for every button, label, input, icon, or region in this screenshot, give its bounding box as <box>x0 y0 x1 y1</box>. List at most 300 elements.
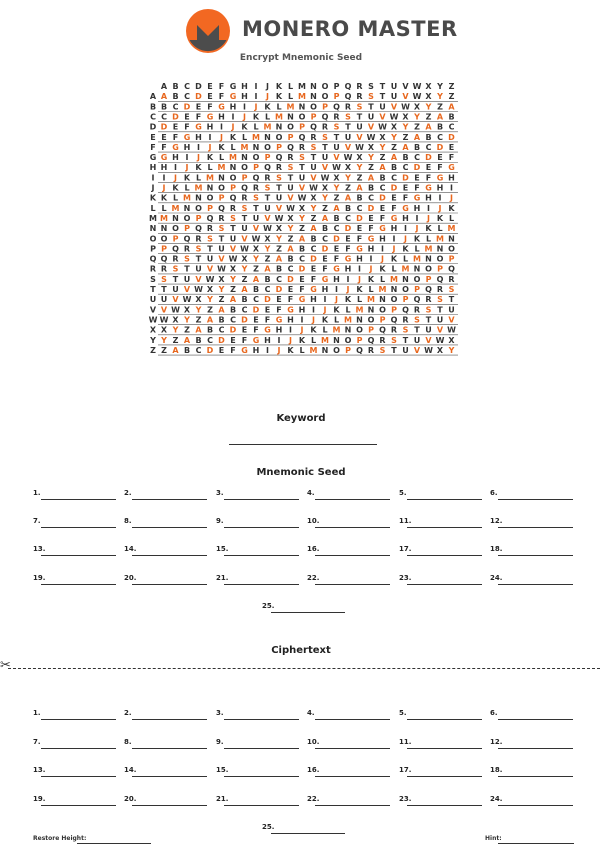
tabula-cell: D <box>195 92 202 102</box>
field-number: 15. <box>216 545 229 553</box>
tabula-cell: A <box>264 264 271 274</box>
tabula-cell: P <box>402 295 409 305</box>
field-number: 7. <box>33 517 41 525</box>
tabula-cell: H <box>287 315 294 325</box>
tabula-cell: V <box>229 244 237 254</box>
tabula-cell: D <box>367 203 375 213</box>
tabula-cell: U <box>448 305 455 315</box>
tabula-cell: X <box>264 234 271 244</box>
field-line <box>498 584 573 585</box>
tabula-cell: B <box>206 325 214 335</box>
tabula-cell: O <box>229 173 237 183</box>
tabula-cell: C <box>195 345 202 355</box>
tabula-column-header: U <box>390 82 398 91</box>
tabula-column-header: I <box>254 82 258 91</box>
tabula-cell: X <box>321 183 329 193</box>
tabula-cell: T <box>322 142 328 152</box>
tabula-cell: J <box>220 132 223 142</box>
tabula-cell: Z <box>448 92 455 102</box>
tabula-cell: I <box>277 335 281 345</box>
tabula-cell: M <box>309 345 318 355</box>
tabula-cell: A <box>390 153 398 163</box>
tabula-cell: E <box>356 224 363 234</box>
tabula-cell: M <box>401 264 410 274</box>
tabula-cell: Y <box>437 92 443 102</box>
tabula-cell: M <box>263 122 272 132</box>
tabula-cell: Y <box>425 102 432 112</box>
tabula-column-header: E <box>207 82 213 91</box>
tabula-cell: W <box>447 325 456 335</box>
restore-height-line[interactable] <box>77 843 151 844</box>
tabula-cell: B <box>333 213 340 223</box>
tabula-cell: Z <box>230 285 236 294</box>
tabula-cell: P <box>207 203 213 213</box>
tabula-column-header: N <box>310 82 317 91</box>
tabula-cell: T <box>161 285 167 294</box>
tabula-cell: S <box>161 274 167 284</box>
tabula-cell: Q <box>333 102 340 112</box>
tabula-cell: C <box>207 335 213 345</box>
tabula-cell: K <box>252 112 260 122</box>
field-line <box>407 527 482 528</box>
tabula-cell: W <box>320 173 330 183</box>
tabula-cell: H <box>195 132 202 142</box>
tabula-cell: D <box>264 295 271 305</box>
field-number: 20. <box>124 795 137 803</box>
tabula-cell: E <box>172 122 179 132</box>
tabula-cell: P <box>437 264 443 274</box>
tabula-cell: A <box>206 315 214 325</box>
tabula-cell: L <box>230 142 236 152</box>
tabula-cell: Z <box>264 254 271 264</box>
tabula-cell: K <box>287 345 294 355</box>
tabula-cell: W <box>217 264 226 274</box>
tabula-column-header: A <box>160 82 168 91</box>
tabula-cell: T <box>287 173 294 183</box>
field-line <box>41 584 116 585</box>
tabula-cell: K <box>298 335 306 345</box>
tabula-cell: Z <box>402 132 409 142</box>
tabula-cell: L <box>391 264 397 274</box>
tabula-cell: Y <box>161 335 167 345</box>
tabula-cell: D <box>241 315 248 325</box>
tabula-cell: L <box>368 285 374 294</box>
tabula-cell: H <box>229 102 237 112</box>
tabula-cell: Y <box>402 122 409 132</box>
field-number: 14. <box>124 766 137 774</box>
tabula-cell: P <box>333 92 340 102</box>
tabula-cell: U <box>160 295 168 305</box>
tabula-cell: E <box>333 244 340 254</box>
tabula-cell: A <box>287 244 294 254</box>
tabula-cell: S <box>184 254 190 264</box>
tabula-cell: M <box>240 142 249 152</box>
tabula-cell: Z <box>310 213 317 223</box>
tabula-cell: S <box>414 315 420 325</box>
field-line <box>41 527 116 528</box>
tabula-cell: K <box>321 315 329 325</box>
tabula-cell: X <box>229 264 237 274</box>
tabula-cell: E <box>253 315 259 325</box>
tabula-row-header: F <box>150 142 156 152</box>
tabula-row-header: U <box>149 295 157 305</box>
tabula-cell: X <box>252 244 260 254</box>
tabula-cell: R <box>448 274 455 284</box>
tabula-cell: O <box>275 132 283 142</box>
tabula-cell: O <box>344 335 352 345</box>
field-number: 15. <box>216 766 229 774</box>
tabula-cell: J <box>438 203 442 213</box>
tabula-cell: R <box>436 285 444 294</box>
tabula-cell: Z <box>414 122 420 132</box>
tabula-cell: T <box>184 264 190 274</box>
tabula-cell: V <box>160 305 168 315</box>
tabula-cell: R <box>367 345 375 355</box>
tabula-cell: D <box>229 325 237 335</box>
field-line <box>498 776 573 777</box>
tabula-cell: O <box>218 183 225 193</box>
tabula-cell: P <box>368 325 374 335</box>
tabula-cell: K <box>425 224 432 234</box>
tabula-cell: I <box>392 234 396 244</box>
tabula-cell: H <box>275 325 283 335</box>
tabula-cell: M <box>160 213 168 223</box>
tabula-cell: E <box>402 183 409 193</box>
tabula-cell: D <box>206 345 214 355</box>
tabula-cell: Y <box>310 203 317 213</box>
tabula-cell: J <box>277 345 281 355</box>
tabula-cell: V <box>172 295 179 305</box>
tabula-cell: V <box>252 224 260 234</box>
tabula-row-header: T <box>150 285 156 294</box>
tabula-cell: Q <box>287 142 294 152</box>
tabula-cell: J <box>162 183 166 193</box>
tabula-cell: O <box>287 122 294 132</box>
tabula-cell: Z <box>299 224 305 234</box>
tabula-cell: H <box>344 264 352 274</box>
tabula-cell: H <box>413 203 421 213</box>
tabula-cell: G <box>229 92 237 102</box>
tabula-cell: Q <box>264 163 271 173</box>
tabula-cell: F <box>287 295 294 305</box>
tabula-cell: D <box>275 285 283 294</box>
tabula-row-header: B <box>149 102 157 112</box>
tabula-cell: G <box>160 153 168 163</box>
tabula-cell: K <box>275 92 283 102</box>
tabula-cell: Y <box>345 173 351 183</box>
tabula-cell: B <box>402 153 409 163</box>
tabula-cell: J <box>358 274 361 284</box>
tabula-cell: M <box>436 234 444 244</box>
field-line <box>498 748 573 749</box>
tabula-cell: H <box>356 254 363 264</box>
tabula-cell: D <box>310 254 317 264</box>
tabula-cell: R <box>379 335 386 345</box>
tabula-cell: K <box>172 183 179 193</box>
tabula-cell: I <box>266 345 269 355</box>
tabula-cell: A <box>275 254 283 264</box>
field-line <box>224 527 299 528</box>
tabula-cell: I <box>335 285 338 294</box>
tabula-cell: P <box>184 224 190 234</box>
tabula-row-header: I <box>151 173 155 183</box>
tabula-cell: R <box>229 203 237 213</box>
tabula-cell: J <box>266 92 269 102</box>
tabula-cell: N <box>310 92 317 102</box>
tabula-row-header: W <box>148 315 158 325</box>
tabula-cell: O <box>448 244 455 254</box>
tabula-cell: A <box>436 112 444 122</box>
tabula-cell: R <box>218 213 225 223</box>
field-line <box>224 776 299 777</box>
tabula-cell: A <box>183 335 191 345</box>
tabula-cell: J <box>450 193 453 203</box>
tabula-cell: T <box>425 315 432 325</box>
tabula-column-header: F <box>218 82 225 91</box>
tabula-cell: W <box>297 193 307 203</box>
tabula-cell: T <box>448 295 455 305</box>
tabula-cell: V <box>344 142 352 152</box>
tabula-cell: D <box>298 264 306 274</box>
tabula-cell: Y <box>368 153 374 163</box>
tabula-cell: S <box>172 264 179 274</box>
tabula-cell: G <box>390 213 398 223</box>
tabula-cell: W <box>309 183 318 193</box>
tabula-cell: S <box>299 153 305 163</box>
tabula-cell: M <box>321 335 329 345</box>
tabula-cell: R <box>195 234 202 244</box>
tabula-cell: V <box>321 163 329 173</box>
tabula-cell: G <box>448 163 455 173</box>
tabula-cell: T <box>368 102 374 112</box>
tabula-cell: J <box>404 234 407 244</box>
tabula-cell: X <box>241 254 248 264</box>
tabula-cell: U <box>425 325 432 335</box>
tabula-cell: N <box>218 173 225 183</box>
tabula-cell: R <box>206 224 214 234</box>
field-number: 18. <box>490 545 503 553</box>
tabula-cell: F <box>414 183 420 193</box>
tabula-cell: R <box>172 254 179 264</box>
tabula-cell: Q <box>298 132 306 142</box>
tabula-cell: X <box>218 274 225 284</box>
tabula-cell: R <box>264 173 271 183</box>
tabula-cell: C <box>414 153 420 163</box>
field-line <box>271 833 345 834</box>
tabula-cell: Z <box>184 325 190 335</box>
tabula-cell: N <box>241 153 248 163</box>
tabula-cell: A <box>356 183 363 193</box>
tabula-cell: T <box>391 345 397 355</box>
field-number: 4. <box>307 709 315 717</box>
tabula-column-header: Z <box>448 82 455 91</box>
tabula-cell: Z <box>425 112 432 122</box>
tabula-cell: N <box>287 112 294 122</box>
tabula-cell: H <box>160 163 168 173</box>
tabula-cell: P <box>391 305 397 315</box>
tabula-cell: E <box>345 234 351 244</box>
tabula-cell: S <box>379 345 386 355</box>
tabula-cell: L <box>299 345 305 355</box>
tabula-cell: Y <box>184 315 190 325</box>
tabula-cell: D <box>448 132 455 142</box>
field-number: 21. <box>216 795 229 803</box>
tabula-cell: G <box>321 274 329 284</box>
tabula-cell: X <box>287 213 294 223</box>
field-number: 23. <box>399 574 412 582</box>
tabula-cell: U <box>172 285 179 294</box>
tabula-cell: O <box>310 102 317 112</box>
tabula-cell: N <box>425 254 432 264</box>
tabula-cell: V <box>206 264 214 274</box>
field-number: 13. <box>33 766 46 774</box>
tabula-cell: T <box>172 274 179 284</box>
tabula-row-header: Z <box>150 345 156 355</box>
tabula-column-header: G <box>229 82 237 91</box>
field-line <box>132 584 207 585</box>
tabula-cell: Q <box>241 183 248 193</box>
field-number: 16. <box>307 766 320 774</box>
tabula-cell: C <box>368 193 374 203</box>
field-line <box>498 499 573 500</box>
tabula-cell: E <box>241 325 248 335</box>
tabula-cell: U <box>241 224 248 234</box>
page-subtitle: Encrypt Mnemonic Seed <box>239 53 363 63</box>
tabula-cell: K <box>413 234 421 244</box>
tabula-cell: X <box>310 193 317 203</box>
tabula-cell: K <box>367 274 375 284</box>
tabula-cell: M <box>171 203 180 213</box>
field-number: 1. <box>33 489 41 497</box>
mnemonic-seed-heading: Mnemonic Seed <box>256 467 346 478</box>
tabula-cell: C <box>264 285 271 294</box>
tabula-column-header: B <box>172 82 179 91</box>
tabula-cell: T <box>218 234 225 244</box>
field-number: 19. <box>33 795 46 803</box>
tabula-cell: X <box>195 295 202 305</box>
tabula-cell: J <box>197 153 200 163</box>
tabula-cell: L <box>276 102 282 112</box>
tabula-cell: M <box>252 132 260 142</box>
tabula-row-header: R <box>149 264 157 274</box>
tabula-cell: Y <box>287 224 294 234</box>
tabula-cell: N <box>264 132 271 142</box>
field-number: 10. <box>307 738 320 746</box>
tabula-cell: U <box>195 264 202 274</box>
tabula-cell: N <box>298 102 306 112</box>
keyword-input-line[interactable] <box>229 444 377 445</box>
field-line <box>41 555 116 556</box>
tabula-cell: I <box>185 153 189 163</box>
tabula-cell: G <box>218 102 225 112</box>
tabula-cell: I <box>323 295 327 305</box>
tabula-cell: Z <box>437 102 443 112</box>
tabula-cell: O <box>252 153 260 163</box>
tabula-cell: F <box>218 92 225 102</box>
tabula-cell: K <box>379 264 386 274</box>
tabula-cell: U <box>413 335 421 345</box>
tabula-cell: B <box>160 102 168 112</box>
tabula-cell: B <box>310 234 317 244</box>
tabula-cell: I <box>231 112 235 122</box>
tabula-cell: Q <box>379 325 386 335</box>
tabula-cell: D <box>333 234 340 244</box>
tabula-cell: F <box>345 244 351 254</box>
tabula-cell: Y <box>299 213 305 223</box>
field-number: 3. <box>216 709 224 717</box>
field-number: 8. <box>124 738 132 746</box>
tabula-cell: Q <box>206 213 214 223</box>
tabula-cell: H <box>436 183 444 193</box>
field-line <box>315 555 390 556</box>
tabula-cell: Z <box>276 244 282 254</box>
tabula-cell: R <box>183 244 191 254</box>
tabula-cell: M <box>332 325 341 335</box>
tabula-cell: L <box>414 244 420 254</box>
tabula-cell: N <box>367 305 375 315</box>
tabula-cell: O <box>413 274 421 284</box>
tabula-cell: T <box>299 163 305 173</box>
tabula-cell: L <box>402 254 409 264</box>
tabula-cell: A <box>298 234 306 244</box>
tabula-cell: Z <box>368 163 374 173</box>
field-line <box>41 499 116 500</box>
tabula-cell: E <box>414 173 420 183</box>
tabula-cell: Q <box>425 285 432 294</box>
tabula-cell: E <box>161 132 167 142</box>
tabula-cell: H <box>402 213 409 223</box>
tabula-cell: F <box>437 163 443 173</box>
tabula-cell: Q <box>252 173 260 183</box>
tabula-cell: J <box>335 295 338 305</box>
tabula-cell: I <box>415 213 419 223</box>
tabula-cell: O <box>241 163 248 173</box>
field-number: 4. <box>307 489 315 497</box>
tabula-cell: P <box>241 173 248 183</box>
tabula-cell: G <box>379 224 386 234</box>
tabula-cell: F <box>322 264 328 274</box>
tabula-cell: P <box>322 102 328 112</box>
tabula-cell: H <box>241 92 248 102</box>
tabula-cell: B <box>436 122 444 132</box>
tabula-cell: A <box>321 213 329 223</box>
tabula-cell: Q <box>229 193 237 203</box>
tabula-cell: H <box>310 295 317 305</box>
tabula-cell: U <box>344 132 352 142</box>
field-number: 9. <box>216 517 224 525</box>
tabula-cell: L <box>207 163 213 173</box>
field-line <box>407 805 482 806</box>
tabula-cell: F <box>425 173 432 183</box>
hint-line[interactable] <box>498 843 574 844</box>
field-line <box>498 527 573 528</box>
tabula-cell: W <box>355 142 364 152</box>
tabula-cell: P <box>414 285 420 294</box>
tabula-cell: R <box>425 295 432 305</box>
tabula-cell: V <box>448 315 455 325</box>
tabula-cell: O <box>390 295 398 305</box>
tabula-column-header: Y <box>437 82 443 91</box>
tabula-cell: U <box>206 254 214 264</box>
tabula-row-header: S <box>150 274 156 284</box>
tabula-cell: P <box>195 213 202 223</box>
tabula-cell: J <box>231 122 235 132</box>
tabula-column-header: Q <box>344 82 352 91</box>
tabula-row-header: V <box>149 305 157 315</box>
field-number: 9. <box>216 738 224 746</box>
tabula-cell: E <box>368 213 374 223</box>
tabula-cell: V <box>436 325 444 335</box>
